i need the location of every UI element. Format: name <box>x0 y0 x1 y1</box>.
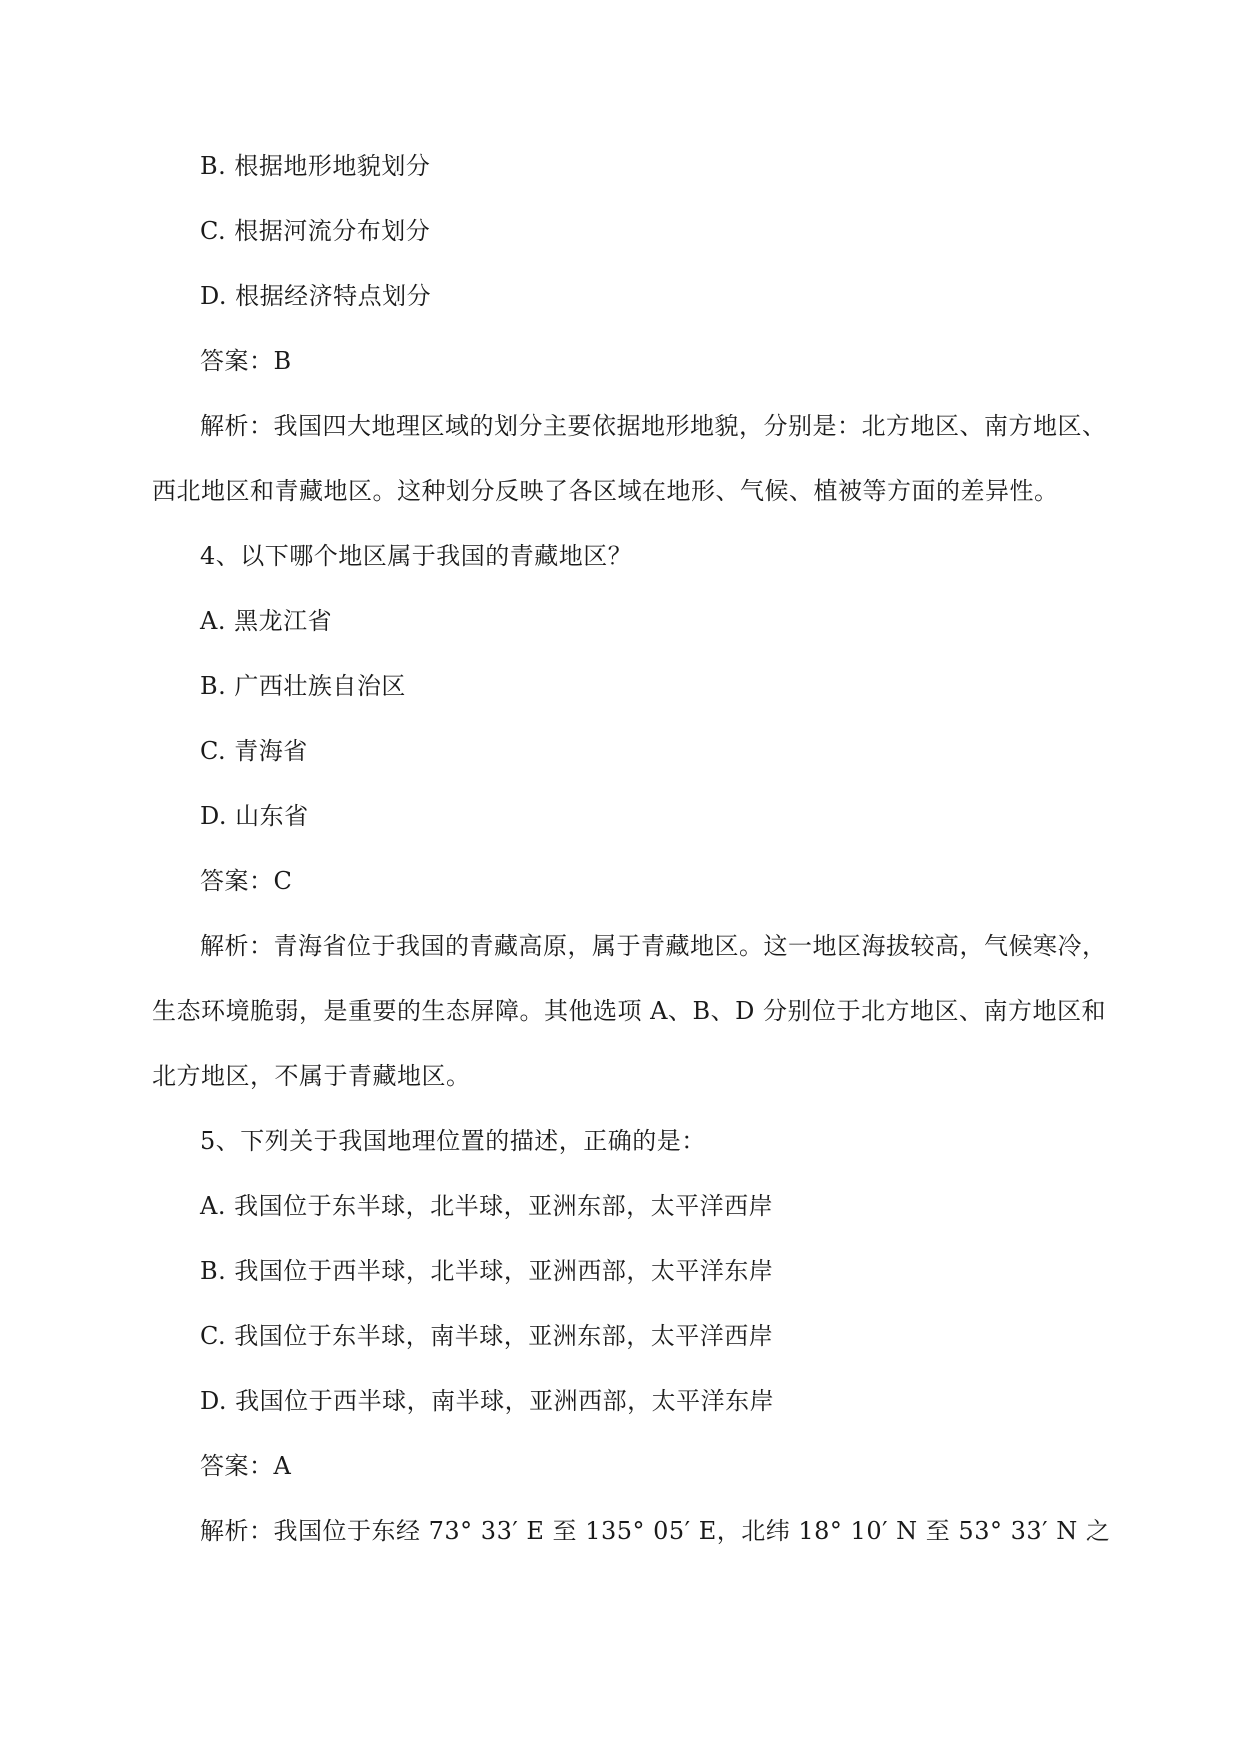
q4-analysis-line: 生态环境脆弱，是重要的生态屏障。其他选项 A、B、D 分别位于北方地区、南方地区和 <box>152 997 1106 1025</box>
q3-option-b: B. 根据地形地貌划分 <box>200 152 431 180</box>
q3-analysis-line: 西北地区和青藏地区。这种划分反映了各区域在地形、气候、植被等方面的差异性。 <box>152 477 1059 505</box>
q5-option-d: D. 我国位于西半球，南半球，亚洲西部，太平洋东岸 <box>200 1387 775 1415</box>
q4-option-d: D. 山东省 <box>200 802 309 830</box>
q4-option-b: B. 广西壮族自治区 <box>200 672 406 700</box>
q5-analysis-line: 解析：我国位于东经 73° 33′ E 至 135° 05′ E，北纬 18° 10′ N 至 53° 33′ N 之 <box>200 1517 1111 1545</box>
q4-option-a: A. 黑龙江省 <box>200 607 333 635</box>
q5-option-a: A. 我国位于东半球，北半球，亚洲东部，太平洋西岸 <box>200 1192 774 1220</box>
q3-analysis-line: 解析：我国四大地理区域的划分主要依据地形地貌，分别是：北方地区、南方地区、 <box>200 412 1107 440</box>
q5-question: 5、下列关于我国地理位置的描述，正确的是： <box>200 1127 706 1155</box>
q4-analysis-line: 北方地区，不属于青藏地区。 <box>152 1062 471 1090</box>
q4-answer: 答案：C <box>200 867 293 895</box>
q5-answer: 答案：A <box>200 1452 292 1480</box>
q5-option-b: B. 我国位于西半球，北半球，亚洲西部，太平洋东岸 <box>200 1257 774 1285</box>
q3-option-d: D. 根据经济特点划分 <box>200 282 432 310</box>
q4-question: 4、以下哪个地区属于我国的青藏地区？ <box>200 542 633 570</box>
q4-analysis-line: 解析：青海省位于我国的青藏高原，属于青藏地区。这一地区海拔较高，气候寒冷， <box>200 932 1107 960</box>
q5-option-c: C. 我国位于东半球，南半球，亚洲东部，太平洋西岸 <box>200 1322 774 1350</box>
q3-option-c: C. 根据河流分布划分 <box>200 217 431 245</box>
q3-answer: 答案：B <box>200 347 292 375</box>
q4-option-c: C. 青海省 <box>200 737 308 765</box>
